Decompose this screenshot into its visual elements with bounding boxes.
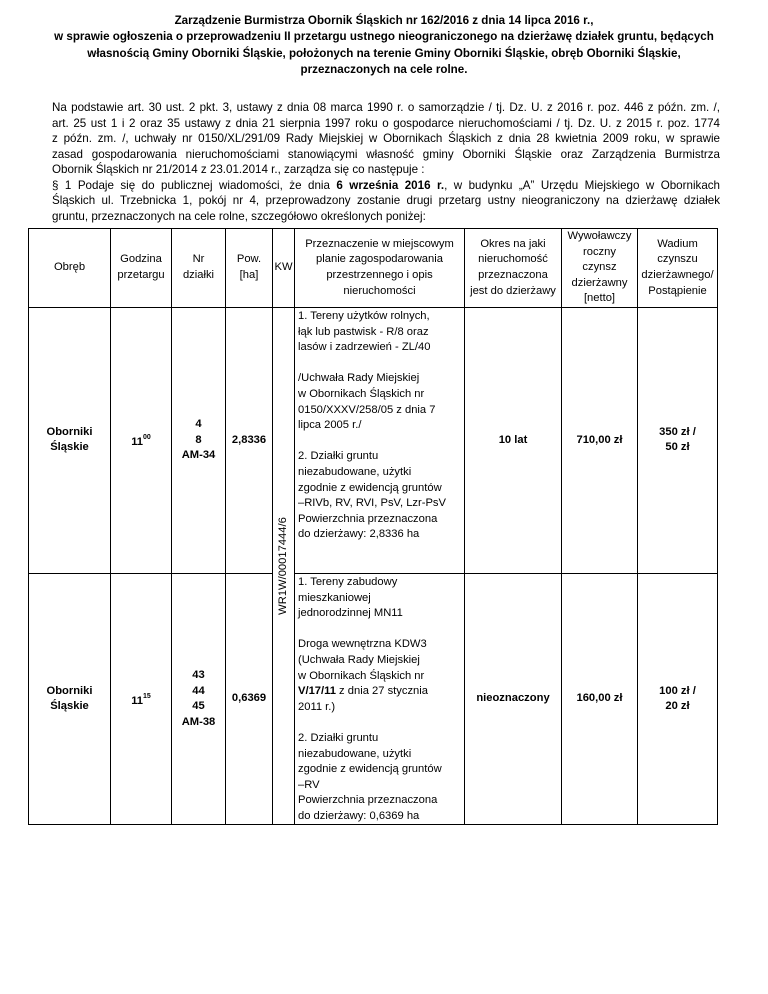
header-okres: Okres na jaki nieruchomość przeznaczona jest do dzierżawy — [465, 229, 562, 308]
title-line: w sprawie ogłoszenia o przeprowadzeniu II przetargu ustnego nieograniczonego na dzierżawę działek gruntu, będących — [54, 30, 714, 44]
kw-number: WR1W/00017444/6 — [276, 517, 289, 616]
header-przeznaczenie: Przeznaczenie w miejscowym planie zagospodarowania przestrzennego i opis nieruchomości — [295, 229, 465, 308]
header-nr: Nr działki — [172, 229, 226, 308]
paragraph-1-line: Śląskich ul. Trzebnicka 1, pokój nr 4, przeprowadzony zostanie drugi przetarg ustny nieograniczony na dzierżawę działek — [52, 194, 720, 207]
table-row — [29, 307, 718, 573]
cell-obreb: Oborniki Śląskie — [29, 307, 111, 573]
intro-line: Obornik Śląskich nr 21/2014 z 23.01.2014 r., zarządza się co następuje : — [52, 163, 425, 176]
resolution-number: V/17/11 — [298, 685, 336, 698]
header-pow: Pow. [ha] — [226, 229, 273, 308]
paragraph-1-line — [52, 178, 720, 194]
table-row — [29, 573, 718, 825]
cell-okres: nieoznaczony — [465, 573, 562, 825]
par-text: , w budynku „A” Urzędu Miejskiego w Obornikach — [444, 178, 721, 192]
cell-godzina: $11^{15}$ — [111, 573, 172, 825]
cell-nr: 4 8 AM-34 — [172, 307, 226, 573]
intro-text — [52, 100, 720, 224]
auction-date: 6 września 2016 r. — [336, 178, 445, 192]
par-text: § 1 Podaje się do publicznej wiadomości, że dnia — [52, 178, 337, 192]
cell-obreb: Oborniki Śląskie — [29, 573, 111, 825]
intro-line: Na podstawie art. 30 ust. 2 pkt. 3, ustawy z dnia 08 marca 1990 r. o samorządzie / tj. Dz. U. z 2016 r. poz. 446 z późn. zm. /, — [52, 101, 720, 114]
header-godzina: Godzina przetargu — [111, 229, 172, 308]
intro-line: art. 25 ust 1 i 2 oraz 35 ustawy z dnia 21 sierpnia 1997 roku o gospodarce nieruchomościami / tj. Dz. U. z 2015 r. poz. 1774 — [52, 116, 720, 130]
paragraph-1-line: gruntu, przeznaczonych na cele rolne, szczegółowo określonych poniżej: — [52, 209, 426, 223]
title-line: przeznaczonych na cele rolne. — [300, 62, 468, 76]
cell-godzina: $11^{00}$ — [111, 307, 172, 573]
document-title — [40, 13, 728, 78]
header-wywolawczy: Wywoławczy roczny czynsz dzierżawny [netto] — [562, 229, 638, 308]
cell-przeznaczenie: 1. Tereny zabudowy mieszkaniowej jednorodzinnej MN11 Droga wewnętrzna KDW3 (Uchwała Rady Miejskiej w Obornikach Śląskich nr V/17/11 z dnia 27 stycznia 2011 r.) 2. Działki gruntu niezabudowane, użytki zgodnie z ewidencją gruntów –RV Powierzchnia przeznaczona do dzierżawy: 0,6369 ha — [295, 573, 465, 825]
header-wadium: Wadium czynszu dzierżawnego/ Postąpienie — [638, 229, 718, 308]
intro-line: z późn. zm. /, uchwały nr 0150/XL/291/09 Rady Miejskiej w Obornikach Śląskich z dnia 28 kwietnia 2009 roku, w sprawie — [52, 132, 720, 145]
cell-pow: 2,8336 — [226, 307, 273, 573]
cell-pow: 0,6369 — [226, 573, 273, 825]
header-kw: KW — [273, 229, 295, 308]
header-obreb: Obręb — [29, 229, 111, 308]
cell-wadium: 350 zł / 50 zł — [638, 307, 718, 573]
intro-line: zasad gospodarowania nieruchomościami stanowiącymi własność gminy Oborniki Śląskie oraz Zarządzenia Burmistrza — [52, 147, 720, 161]
cell-kw — [273, 307, 295, 825]
cell-czynsz: 710,00 zł — [562, 307, 638, 573]
cell-okres: 10 lat — [465, 307, 562, 573]
cell-wadium: 100 zł / 20 zł — [638, 573, 718, 825]
cell-nr: 43 44 45 AM-38 — [172, 573, 226, 825]
title-line: własnością Gminy Oborniki Śląskie, położonych na terenie Gminy Oborniki Śląskie, obręb Oborniki Śląskie, — [87, 46, 681, 60]
title-line: Zarządzenie Burmistrza Obornik Śląskich nr 162/2016 z dnia 14 lipca 2016 r., — [174, 14, 594, 27]
cell-czynsz: 160,00 zł — [562, 573, 638, 825]
cell-przeznaczenie: 1. Tereny użytków rolnych, łąk lub pastwisk - R/8 oraz lasów i zadrzewień - ZL/40 /Uchwała Rady Miejskiej w Obornikach Śląskich nr 0150/XXXV/258/05 z dnia 7 lipca 2005 r./ 2. Działki gruntu niezabudowane, użytki zgodnie z ewidencją gruntów –RIVb, RV, RVI, PsV, Lzr-PsV Powierzchnia przeznaczona do dzierżawy: 2,8336 ha — [295, 307, 465, 573]
plots-table — [28, 228, 718, 825]
table-header-row — [29, 229, 718, 308]
